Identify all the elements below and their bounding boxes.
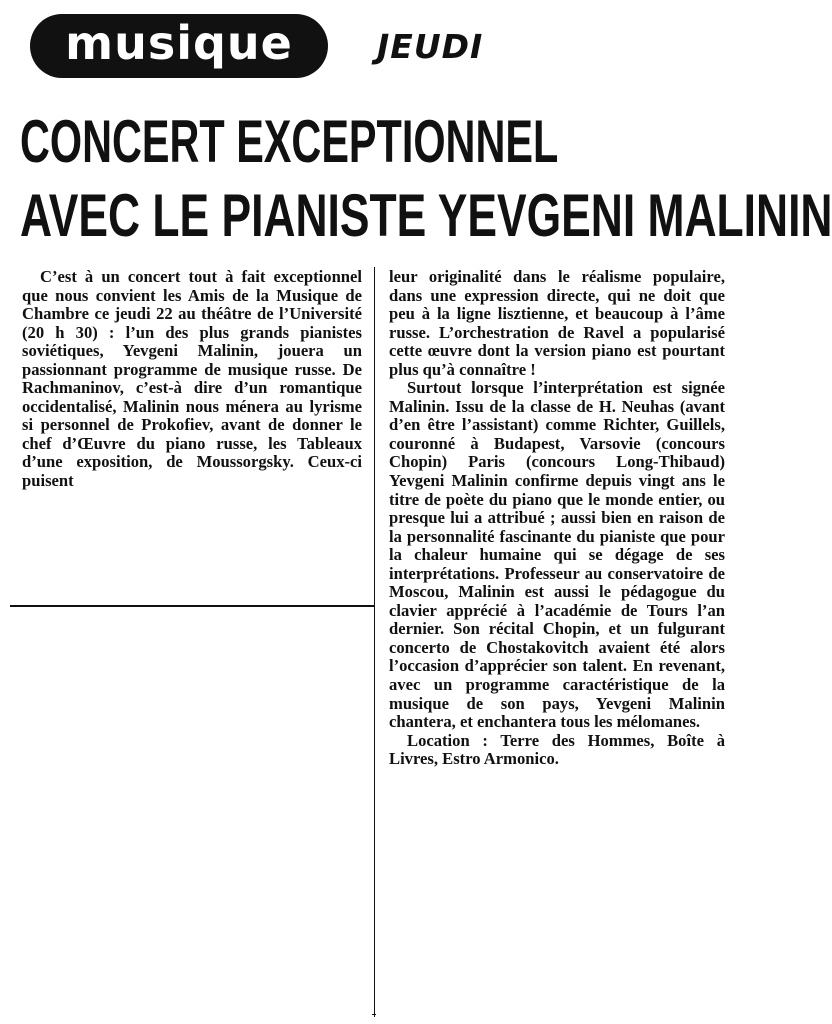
column-divider	[374, 267, 375, 1017]
day-label: JEUDI	[377, 27, 484, 66]
rubric-label: musique	[65, 16, 293, 70]
article-paragraph: C’est à un concert tout à fait exceptionnel que nous convient les Amis de la Musique de Chambre ce jeudi 22 au théâtre de l’Université (20 h 30) : l’un des plus grands pianistes soviétiques, Yevgeni Malinin, jouera un passionnant programme de musique russe. De Rachmaninov, c’est-à dire d’un romantique occidentalisé, Malinin nous ménera au lyrisme si personnel de Prokofiev, avant de donner le chef d’Œuvre du piano russe, les Tableaux d’une exposition, de Moussorgsky. Ceux-ci puisent	[22, 267, 362, 491]
location-info: Location : Terre des Hommes, Boîte à Livres, Estro Armonico.	[389, 730, 725, 769]
bottom-mark	[372, 1014, 376, 1015]
left-column-end-rule	[10, 605, 375, 607]
article-column-left	[22, 268, 362, 491]
headline-line-1: CONCERT EXCEPTIONNEL	[20, 108, 559, 175]
article-column-right	[389, 268, 725, 769]
rubric-banner	[30, 14, 328, 78]
article-paragraph: Surtout lorsque l’interprétation est signée Malinin. Issu de la classe de H. Neuhas (avant d’en être l’assistant) comme Richter, Guillels, couronné à Budapest, Varsovie (concours Chopin) Paris (concours Long-Thibaud) Yevgeni Malinin confirme depuis vingt ans le titre de poète du piano que le monde entier, ou presque lui a attribué ; aussi bien en raison de la personnalité fascinante du pianiste que pour la chaleur humaine qui se dégage de ses interprétations. Professeur au conservatoire de Moscou, Malinin est aussi le pédagogue du clavier apprécié à l’académie de Tours l’an dernier. Son récital Chopin, et un fulgurant concerto de Chostakovitch avaient été alors l’occasion d’apprécier son talent. En revenant, avec un programme caractéristique de la musique de son pays, Yevgeni Malinin chantera, et enchantera tous les mélomanes.	[389, 378, 725, 732]
article-paragraph-continued: leur originalité dans le réalisme populaire, dans une expression directe, qui ne doit que peu à la ligne lisztienne, et beaucoup à l’âme russe. L’orchestration de Ravel a popularisé cette œuvre dont la version piano est pourtant plus qu’à connaître !	[389, 267, 725, 379]
headline-line-2: AVEC LE PIANISTE YEVGENI MALININ	[20, 182, 832, 249]
